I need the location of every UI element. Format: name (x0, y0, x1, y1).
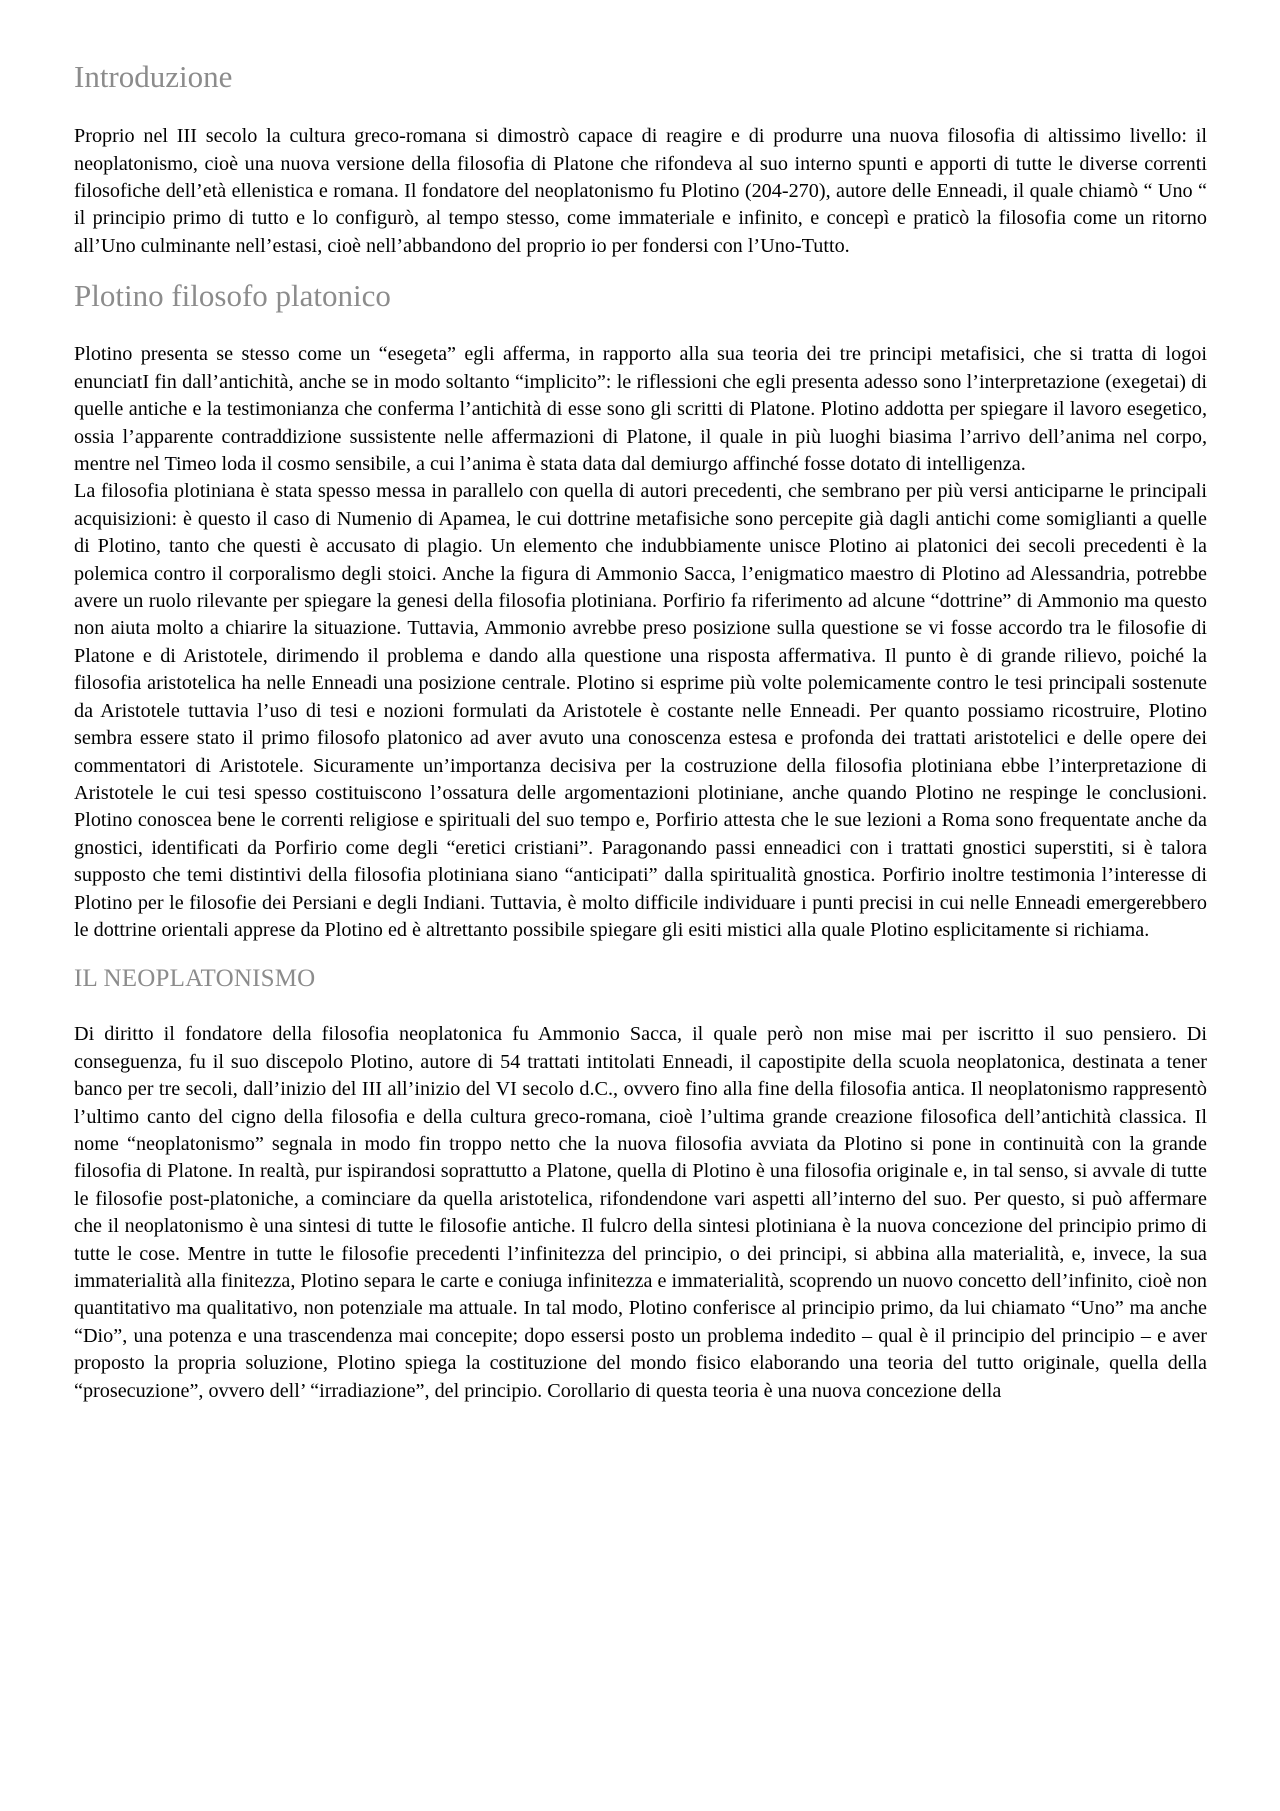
paragraph-filosofia-plotiniana: La filosofia plotiniana è stata spesso messa in parallelo con quella di autori precedenti, che sembrano per più versi anticiparne le principali acquisizioni: è questo il caso di Numenio di Apamea, le cui dottrine metafisiche sono percepite già dagli antichi come somiglianti a quelle di Plotino, tanto che questi è accusato di plagio. Un elemento che indubbiamente unisce Plotino ai platonici dei secoli precedenti è la polemica contro il corporalismo degli stoici. Anche la figura di Ammonio Sacca, l’enigmatico maestro di Plotino ad Alessandria, potrebbe avere un ruolo rilevante per spiegare la genesi della filosofia plotiniana. Porfirio fa riferimento ad alcune “dottrine” di Ammonio ma questo non aiuta molto a chiarire la situazione. Tuttavia, Ammonio avrebbe preso posizione sulla questione se vi fosse accordo tra le filosofie di Platone e di Aristotele, dirimendo il problema e dando alla questione una risposta affermativa. Il punto è di grande rilievo, poiché la filosofia aristotelica ha nelle Enneadi una posizione centrale. Plotino si esprime più volte polemicamente contro le tesi principali sostenute da Aristotele tuttavia l’uso di tesi e nozioni formulati da Aristotele è costante nelle Enneadi. Per quanto possiamo ricostruire, Plotino sembra essere stato il primo filosofo platonico ad aver avuto una conoscenza estesa e profonda dei trattati aristotelici e delle opere dei commentatori di Aristotele. Sicuramente un’importanza decisiva per la costruzione della filosofia plotiniana ebbe l’interpretazione di Aristotele le cui tesi spesso costituiscono l’ossatura delle argomentazioni plotiniane, anche quando Plotino ne respinge le conclusioni. Plotino conoscea bene le correnti religiose e spirituali del suo tempo e, Porfirio attesta che le sue lezioni a Roma sono frequentate anche da gnostici, identificati da Porfirio come degli “eretici cristiani”. Paragonando passi enneadici con i trattati gnostici superstiti, si è talora supposto che temi distintivi della filosofia plotiniana siano “anticipati” dalla spiritualità gnostica. Porfirio inoltre testimonia l’interesse di Plotino per le filosofie dei Persiani e degli Indiani. Tuttavia, è molto difficile individuare i punti precisi in cui nelle Enneadi emergerebbero le dottrine orientali apprese da Plotino ed è altrettanto possibile spiegare gli esiti mistici alla quale Plotino esplicitamente si richiama. (74, 480, 1207, 941)
paragraph-plotino-esegeta: Plotino presenta se stesso come un “esegeta” egli afferma, in rapporto alla sua teoria dei tre principi metafisici, che si tratta di logoi enunciatI fin dall’antichità, anche se in modo soltanto “implicito”: le riflessioni che egli presenta adesso sono l’interpretazione (exegetai) di quelle antiche e la testimonianza che conferma l’antichità di esse sono gli scritti di Platone. Plotino addotta per spiegare il lavoro esegetico, ossia l’apparente contraddizione sussistente nelle affermazioni di Platone, il quale in più luoghi biasima l’arrivo dell’anima nel corpo, mentre nel Timeo loda il cosmo sensibile, a cui l’anima è stata data dal demiurgo affinché fosse dotato di intelligenza. (74, 343, 1207, 476)
paragraph-neoplatonismo: Di diritto il fondatore della filosofia neoplatonica fu Ammonio Sacca, il quale però non mise mai per iscritto il suo pensiero. Di conseguenza, fu il suo discepolo Plotino, autore di 54 trattati intitolati Enneadi, il capostipite della scuola neoplatonica, destinata a tener banco per tre secoli, dall’inizio del III all’inizio del VI secolo d.C., ovvero fino alla fine della filosofia antica. Il neoplatonismo rappresentò l’ultimo canto del cigno della filosofia e della cultura greco-romana, cioè l’ultima grande creazione filosofica dell’antichità classica. Il nome “neoplatonismo” segnala in modo fin troppo netto che la nuova filosofia avviata da Plotino si pone in continuità con la grande filosofia di Platone. In realtà, pur ispirandosi soprattutto a Platone, quella di Plotino è una filosofia originale e, in tal senso, si avvale di tutte le filosofie post-platoniche, a cominciare da quella aristotelica, rifondendone vari aspetti all’interno del suo. Per questo, si può affermare che il neoplatonismo è una sintesi di tutte le filosofie antiche. Il fulcro della sintesi plotiniana è la nuova concezione del principio primo di tutte le cose. Mentre in tutte le filosofie precedenti l’infinitezza del principio, o dei principi, si abbina alla materialità, e, invece, la sua immaterialità alla finitezza, Plotino separa le carte e coniuga infinitezza e immaterialità, scoprendo un nuovo concetto dell’infinito, cioè non quantitativo ma qualitativo, non potenziale ma attuale. In tal modo, Plotino conferisce al principio primo, da lui chiamato “Uno” ma anche “Dio”, una potenza e una trascendenza mai concepite; dopo essersi posto un problema indedito – qual è il principio del principio – e aver proposto la propria soluzione, Plotino spiega la costituzione del mondo fisico elaborando una teoria del tutto originale, quella della “prosecuzione”, ovvero dell’ “irradiazione”, del principio. Corollario di questa teoria è una nuova concezione della (74, 1023, 1207, 1402)
document-body (74, 58, 1207, 1405)
section-heading-plotino-filosofo-platonico: Plotino filosofo platonico (74, 278, 391, 314)
section-heading-introduzione: Introduzione (74, 59, 233, 94)
section-heading-il-neoplatonismo: IL NEOPLATONISMO (74, 965, 316, 993)
paragraph-introduzione: Proprio nel III secolo la cultura greco-romana si dimostrò capace di reagire e di produrre una nuova filosofia di altissimo livello: il neoplatonismo, cioè una nuova versione della filosofia di Platone che rifondeva al suo interno spunti e apporti di tutte le diverse correnti filosofiche dell’età ellenistica e romana. Il fondatore del neoplatonismo fu Plotino (204-270), autore delle Enneadi, il quale chiamò “ Uno “ il principio primo di tutto e lo configurò, al tempo stesso, come immateriale e infinito, e concepì e praticò la filosofia come un ritorno all’Uno culminante nell’estasi, cioè nell’abbandono del proprio io per fondersi con l’Uno-Tutto. (74, 125, 1207, 257)
